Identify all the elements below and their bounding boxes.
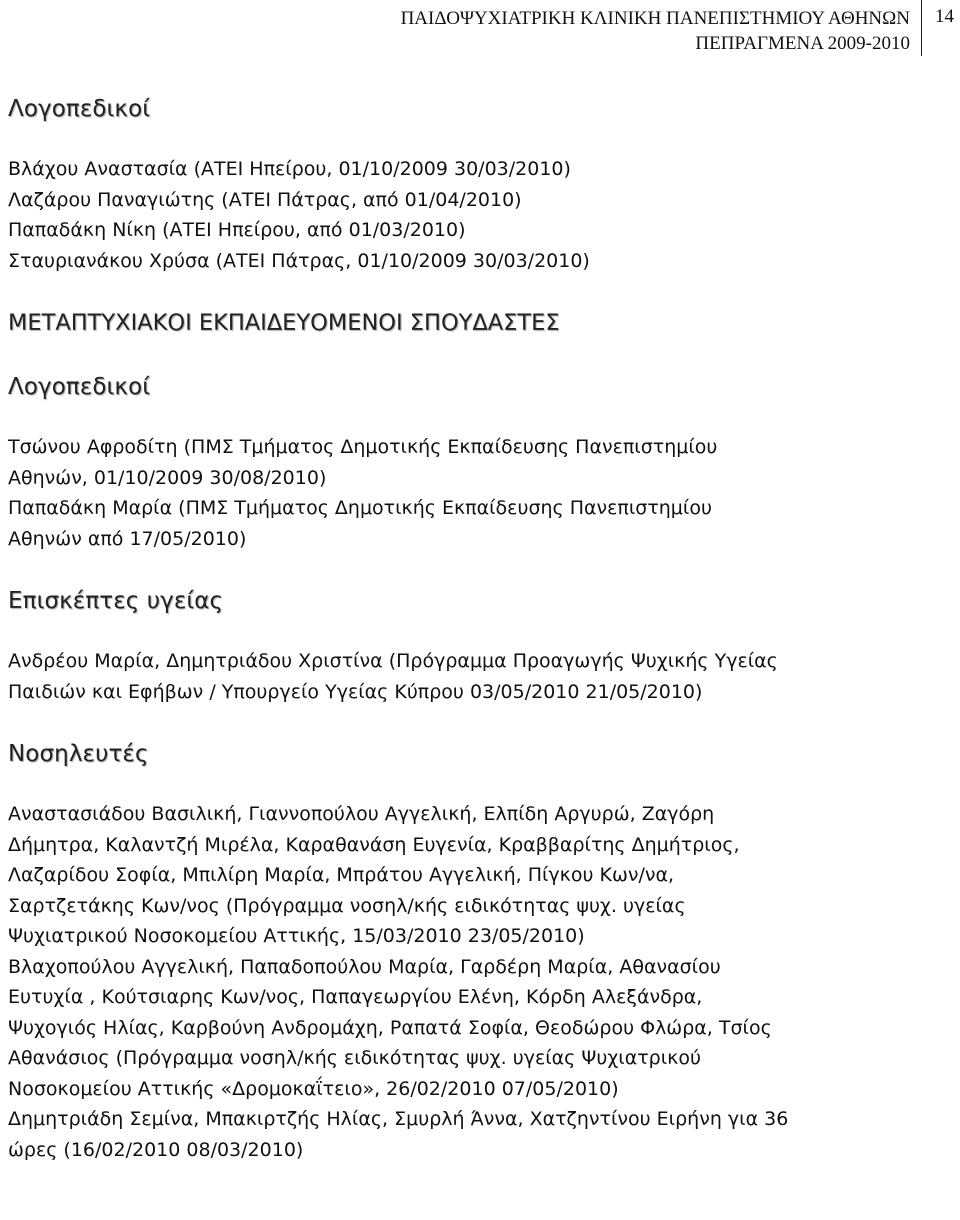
text-line: Αθηνών από 17/05/2010) <box>8 527 247 550</box>
text-line: Αθανάσιος (Πρόγραμμα νοσηλ/κής ειδικότητας ψυχ. υγείας Ψυχιατρικού <box>8 1047 701 1069</box>
text-line: Δήμητρα, Καλαντζή Μιρέλα, Καραθανάση Ευγενία, Κραββαρίτης Δημήτριος, <box>8 833 740 856</box>
text-line: Αναστασιάδου Βασιλική, Γιαννοπούλου Αγγελική, Ελπίδη Αργυρώ, Ζαγόρη <box>8 803 715 825</box>
text-line: Λαζάρου Παναγιώτης (ΑΤΕΙ Πάτρας, από 01/04/2010) <box>8 188 522 211</box>
text-line: ώρες (16/02/2010 08/03/2010) <box>8 1138 304 1161</box>
text-line: Ευτυχία , Κούτσιαρης Κων/νος, Παπαγεωργίου Ελένη, Κόρδη Αλεξάνδρα, <box>8 986 703 1008</box>
section-heading-health-visitors: Επισκέπτες υγείας <box>8 588 224 614</box>
text-line: Βλάχου Αναστασία (ΑΤΕΙ Ηπείρου, 01/10/2009 30/03/2010) <box>8 158 571 180</box>
section-heading-nurses: Νοσηλευτές <box>8 741 149 767</box>
text-line: Ψυχογιός Ηλίας, Καρβούνη Ανδρομάχη, Ραπατά Σοφία, Θεοδώρου Φλώρα, Τσίος <box>8 1016 772 1039</box>
text-line: Λαζαρίδου Σοφία, Μπιλίρη Μαρία, Μπράτου Αγγελική, Πίγκου Κων/να, <box>8 864 675 886</box>
header-subtitle: ΠΕΠΡΑΓΜΕΝΑ 2009-2010 <box>695 33 910 54</box>
text-line: Παπαδάκη Μαρία (ΠΜΣ Τμήματος Δημοτικής Εκπαίδευσης Πανεπιστημίου <box>8 497 712 519</box>
text-line: Δημητριάδη Σεμίνα, Μπακιρτζής Ηλίας, Σμυρλή Άννα, Χατζηντίνου Ειρήνη για 36 <box>8 1108 789 1130</box>
text-line: Νοσοκομείου Αττικής «Δρομοκαΐτειο», 26/02/2010 07/05/2010) <box>8 1077 619 1100</box>
text-line: Σαρτζετάκης Κων/νος (Πρόγραμμα νοσηλ/κής ειδικότητας ψυχ. υγείας <box>8 894 686 917</box>
text-line: Τσώνου Αφροδίτη (ΠΜΣ Τμήματος Δημοτικής Εκπαίδευσης Πανεπιστημίου <box>8 436 718 458</box>
text-line: Παιδιών και Εφήβων / Υπουργείο Υγείας Κύπρου 03/05/2010 21/05/2010) <box>8 680 703 703</box>
text-line: Σταυριανάκου Χρύσα (ΑΤΕΙ Πάτρας, 01/10/2009 30/03/2010) <box>8 249 590 272</box>
header-text <box>401 6 910 56</box>
header-title: ΠΑΙΔΟΨΥΧΙΑΤΡΙΚΗ ΚΛΙΝΙΚΗ ΠΑΝΕΠΙΣΤΗΜΙΟΥ ΑΘΗΝΩΝ <box>400 8 910 29</box>
section-heading-speech-therapists-pg: Λογοπεδικοί <box>8 374 151 400</box>
text-line: Βλαχοπούλου Αγγελική, Παπαδοπούλου Μαρία, Γαρδέρη Μαρία, Αθανασίου <box>8 955 721 978</box>
header-divider <box>921 0 922 56</box>
text-line: Ψυχιατρικού Νοσοκομείου Αττικής, 15/03/2010 23/05/2010) <box>8 925 585 947</box>
section-heading-speech-therapists: Λογοπεδικοί <box>8 96 151 122</box>
text-line: Αθηνών, 01/10/2009 30/08/2010) <box>8 466 327 489</box>
document-body <box>8 92 912 1165</box>
section-heading-postgraduate: ΜΕΤΑΠΤΥΧΙΑΚΟΙ ΕΚΠΑΙΔΕΥΟΜΕΝΟΙ ΣΠΟΥΔΑΣΤΕΣ <box>8 310 560 336</box>
page-number: 14 <box>935 6 954 27</box>
text-line: Παπαδάκη Νίκη (ΑΤΕΙ Ηπείρου, από 01/03/2010) <box>8 219 466 241</box>
text-line: Ανδρέου Μαρία, Δημητριάδου Χριστίνα (Πρόγραμμα Προαγωγής Ψυχικής Υγείας <box>8 650 778 672</box>
page-header <box>0 0 960 56</box>
